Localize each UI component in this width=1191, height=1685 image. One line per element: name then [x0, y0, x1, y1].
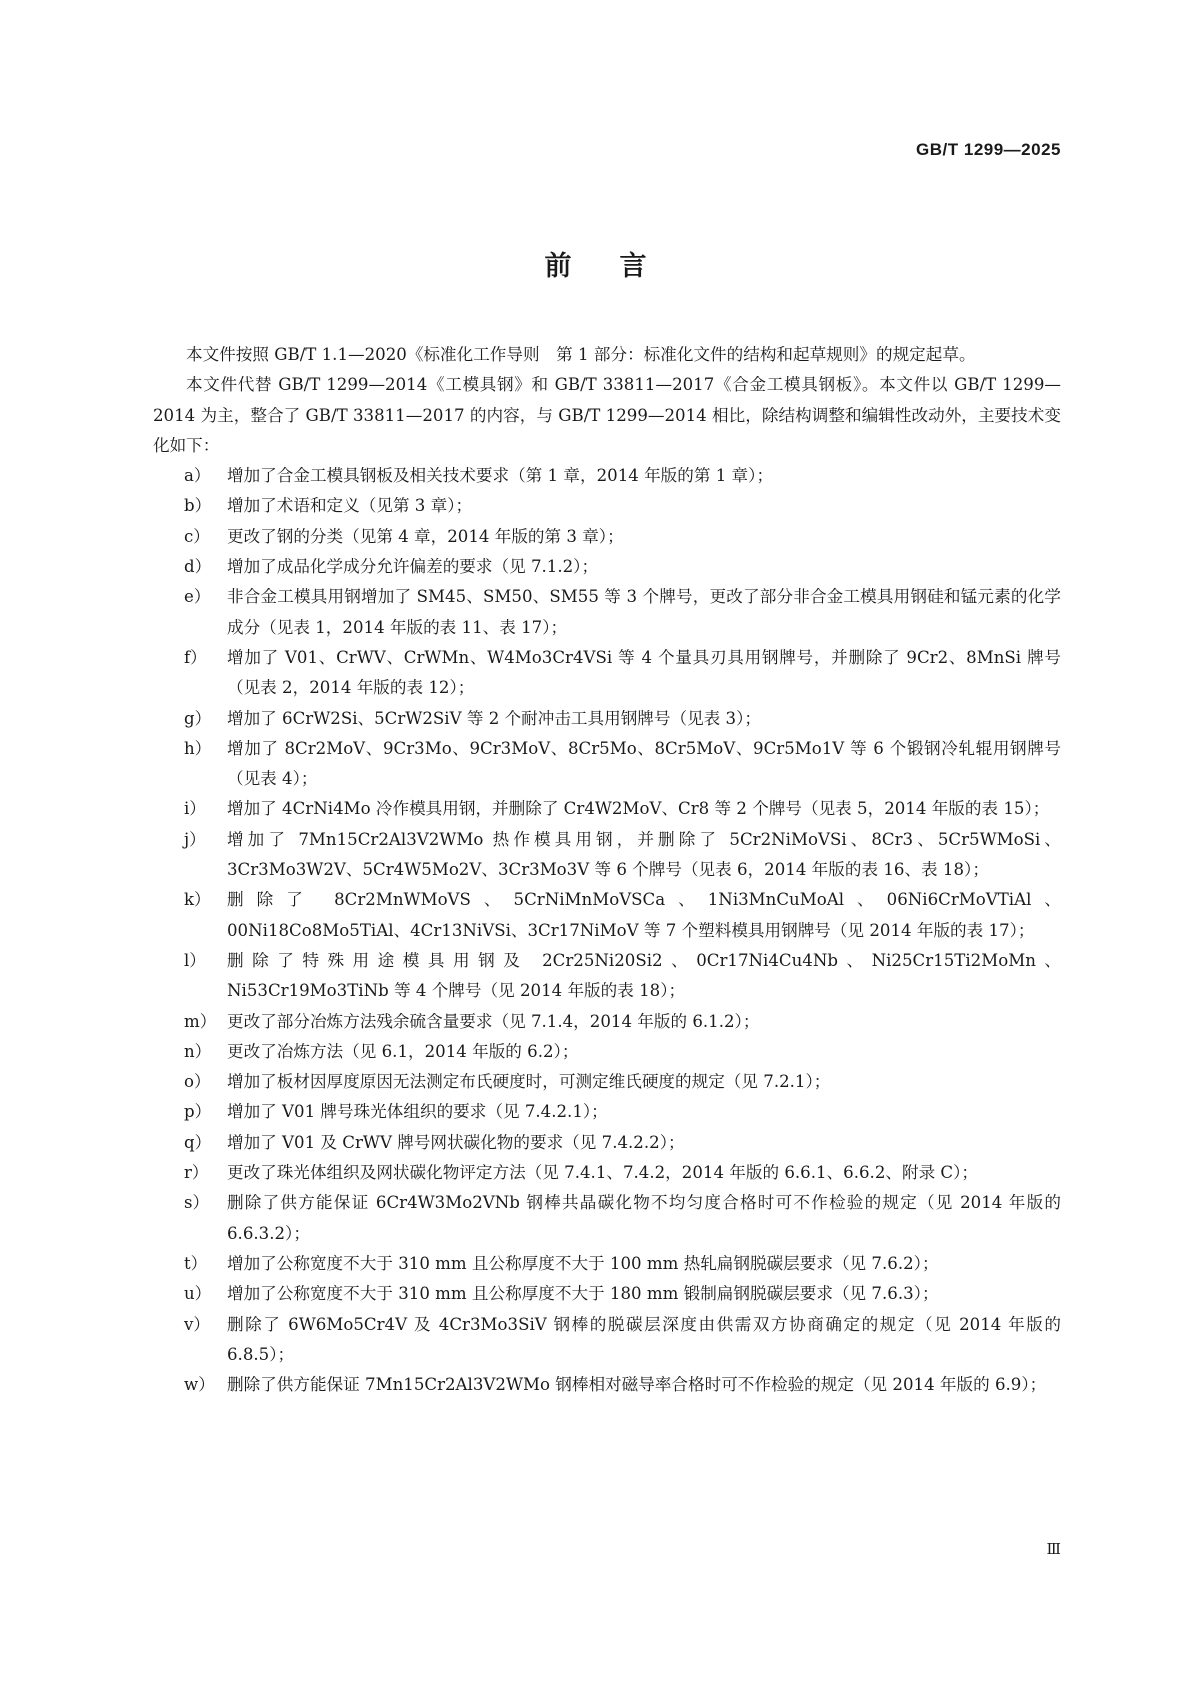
list-item-text: 增加了 V01、CrWV、CrWMn、W4Mo3Cr4VSi 等 4 个量具刃具用钢牌号，并删除了 9Cr2、8MnSi 牌号（见表 2，2014 年版的表 12）； [227, 647, 1061, 698]
list-item-label: v） [184, 1314, 210, 1334]
list-item-label: t） [184, 1253, 208, 1273]
list-item-text: 增加了 V01 牌号珠光体组织的要求（见 7.4.2.1）； [227, 1102, 608, 1122]
list-item-text: 更改了钢的分类（见第 4 章，2014 年版的第 3 章）； [227, 526, 624, 546]
list-item-text: 更改了部分冶炼方法残余硫含量要求（见 7.1.4，2014 年版的 6.1.2）； [227, 1011, 760, 1031]
list-item [153, 946, 1061, 1007]
list-item-text: 删除了供方能保证 7Mn15Cr2Al3V2WMo 钢棒相对磁导率合格时可不作检验的规定（见 2014 年版的 6.9）； [227, 1375, 1047, 1395]
list-item-text: 删除了供方能保证 6Cr4W3Mo2VNb 钢棒共晶碳化物不均匀度合格时可不作检验的规定（见 2014 年版的 6.6.3.2）； [227, 1193, 1061, 1243]
page-title: 前言 [544, 251, 695, 282]
list-item [153, 1128, 1061, 1158]
list-item-label: q） [184, 1132, 212, 1152]
list-item [153, 794, 1061, 824]
list-item [153, 885, 1061, 946]
list-item-text: 增加了 7Mn15Cr2Al3V2WMo 热作模具用钢，并删除了 5Cr2NiMoVSi、8Cr3、5Cr5WMoSi、3Cr3Mo3W2V、5Cr4W5Mo2V、3Cr3Mo3V 等 6 个牌号（见表 6，2014 年版的表 16、表 18）； [227, 829, 1061, 880]
list-item-text: 删除了特殊用途模具用钢及 2Cr25Ni20Si2、0Cr17Ni4Cu4Nb、Ni25Cr15Ti2MoMn、Ni53Cr19Mo3TiNb 等 4 个牌号（见 2014 年版的表 18）； [227, 950, 1061, 1001]
list-item-label: u） [184, 1284, 212, 1304]
change-list [153, 461, 1061, 1400]
list-item-label: d） [184, 557, 212, 577]
list-item [153, 552, 1061, 582]
list-item-text: 增加了术语和定义（见第 3 章）； [227, 496, 473, 516]
list-item [153, 1370, 1061, 1400]
list-item [153, 1007, 1061, 1037]
list-item [153, 1037, 1061, 1067]
list-item [153, 1067, 1061, 1097]
list-item-label: e） [184, 587, 211, 607]
list-item-label: j） [184, 829, 206, 849]
list-item [153, 825, 1061, 886]
list-item-text: 更改了珠光体组织及网状碳化物评定方法（见 7.4.1、7.4.2，2014 年版的 6.6.1、6.6.2、附录 C）； [227, 1163, 979, 1183]
list-item [153, 461, 1061, 491]
list-item-text: 增加了公称宽度不大于 310 mm 且公称厚度不大于 180 mm 锻制扁钢脱碳层要求（见 7.6.3）； [227, 1284, 939, 1304]
list-item [153, 1279, 1061, 1309]
list-item-text: 删除了 8Cr2MnWMoVS、5CrNiMnMoVSCa、1Ni3MnCuMoAl、06Ni6CrMoVTiAl、00Ni18Co8Mo5TiAl、4Cr13NiVSi、3Cr17NiMoV 等 7 个塑料模具用钢牌号（见 2014 年版的表 17）； [227, 890, 1061, 940]
list-item-label: r） [184, 1163, 209, 1183]
list-item-label: s） [184, 1193, 210, 1213]
list-item-label: f） [184, 647, 207, 667]
list-item-text: 增加了公称宽度不大于 310 mm 且公称厚度不大于 100 mm 热轧扁钢脱碳层要求（见 7.6.2）； [227, 1253, 939, 1273]
list-item-text: 非合金工模具用钢增加了 SM45、SM50、SM55 等 3 个牌号，更改了部分非合金工模具用钢硅和锰元素的化学成分（见表 1，2014 年版的表 11、表 17）； [227, 587, 1061, 637]
list-item [153, 522, 1061, 552]
replacement-paragraph: 本文件代替 GB/T 1299—2014《工模具钢》和 GB/T 33811—2017《合金工模具钢板》。本文件以 GB/T 1299—2014 为主，整合了 GB/T 33811—2017 的内容，与 GB/T 1299—2014 相比，除结构调整和编辑性改动外，主要技术变化如下： [153, 375, 1061, 455]
list-item-text: 增加了板材因厚度原因无法测定布氏硬度时，可测定维氏硬度的规定（见 7.2.1）； [227, 1072, 831, 1092]
list-item-text: 更改了冶炼方法（见 6.1，2014 年版的 6.2）； [227, 1041, 579, 1061]
list-item-label: m） [184, 1011, 217, 1031]
list-item-label: i） [184, 799, 206, 819]
intro-paragraph: 本文件按照 GB/T 1.1—2020《标准化工作导则 第 1 部分：标准化文件的结构和起草规则》的规定起草。 [186, 345, 976, 364]
list-item [153, 582, 1061, 643]
list-item-text: 增加了 V01 及 CrWV 牌号网状碳化物的要求（见 7.4.2.2）； [227, 1132, 685, 1152]
list-item-label: c） [184, 526, 210, 546]
list-item [153, 734, 1061, 795]
list-item-text: 增加了 4CrNi4Mo 冷作模具用钢，并删除了 Cr4W2MoV、Cr8 等 2 个牌号（见表 5，2014 年版的表 15）； [227, 799, 1050, 819]
list-item [153, 1249, 1061, 1279]
list-item-text: 删除了 6W6Mo5Cr4V 及 4Cr3Mo3SiV 钢棒的脱碳层深度由供需双方协商确定的规定（见 2014 年版的 6.8.5）； [227, 1314, 1061, 1364]
list-item-text: 增加了合金工模具钢板及相关技术要求（第 1 章，2014 年版的第 1 章）； [227, 466, 774, 486]
list-item-label: o） [184, 1072, 211, 1092]
list-item [153, 1158, 1061, 1188]
list-item [153, 1097, 1061, 1127]
list-item [153, 1188, 1061, 1249]
standard-code: GB/T 1299—2025 [916, 140, 1061, 159]
list-item-label: h） [184, 738, 212, 758]
list-item-label: p） [184, 1102, 212, 1122]
list-item [153, 1310, 1061, 1371]
list-item-label: a） [184, 466, 211, 486]
list-item-label: n） [184, 1041, 212, 1061]
list-item-text: 增加了 6CrW2Si、5CrW2SiV 等 2 个耐冲击工具用钢牌号（见表 3）； [227, 708, 761, 728]
list-item-label: k） [184, 890, 211, 910]
page-number: Ⅲ [1046, 1540, 1061, 1558]
list-item-label: w） [184, 1375, 215, 1395]
document-body [153, 340, 1061, 1400]
list-item-label: b） [184, 496, 212, 516]
list-item-text: 增加了成品化学成分允许偏差的要求（见 7.1.2）； [227, 557, 599, 577]
list-item-label: l） [184, 950, 206, 970]
list-item-text: 增加了 8Cr2MoV、9Cr3Mo、9Cr3MoV、8Cr5Mo、8Cr5MoV、9Cr5Mo1V 等 6 个锻钢冷轧辊用钢牌号（见表 4）； [227, 738, 1061, 789]
list-item [153, 704, 1061, 734]
list-item-label: g） [184, 708, 212, 728]
list-item [153, 491, 1061, 521]
list-item [153, 643, 1061, 704]
